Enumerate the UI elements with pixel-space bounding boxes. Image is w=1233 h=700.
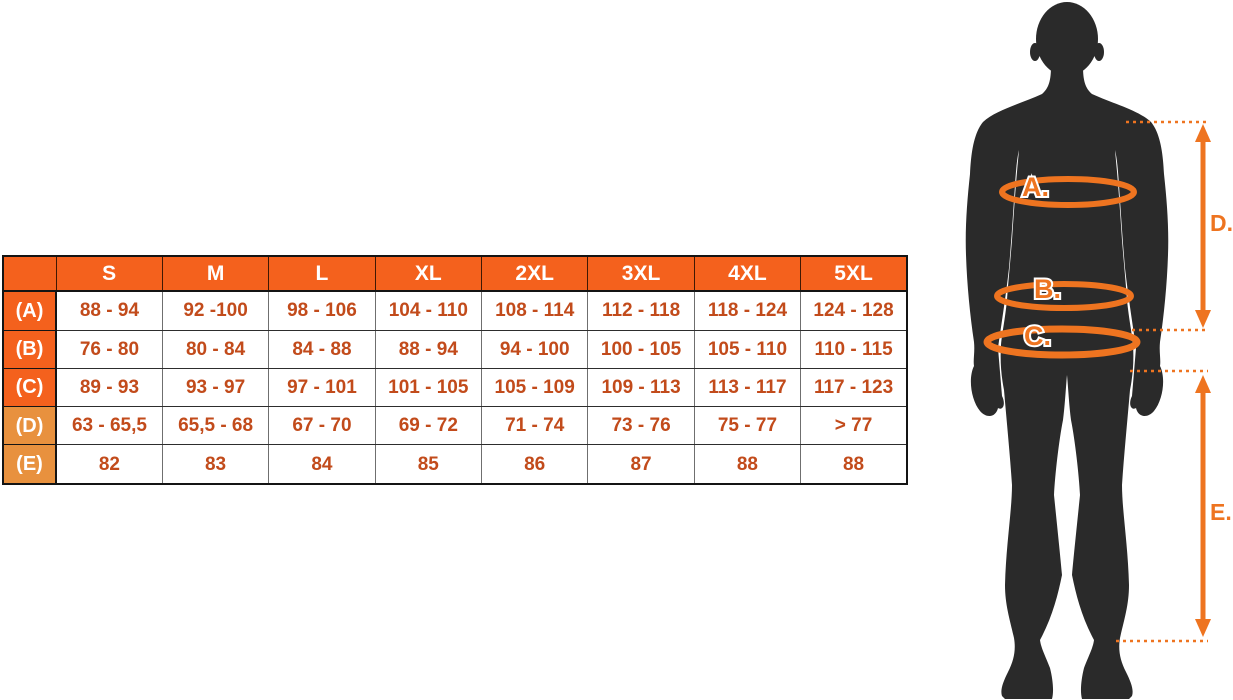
measurement-row — [3, 291, 907, 330]
size-value-cell: 84 — [269, 445, 375, 484]
size-value-cell: 117 - 123 — [801, 368, 907, 406]
size-value-cell: 97 - 101 — [269, 368, 375, 406]
hips-measure-label: C. — [1024, 321, 1051, 351]
corner-cell — [3, 256, 56, 291]
size-value-cell: 94 - 100 — [482, 330, 588, 368]
size-value-cell: 85 — [375, 445, 481, 484]
size-value-cell: 84 - 88 — [269, 330, 375, 368]
size-header-s: S — [56, 256, 162, 291]
size-value-cell: 104 - 110 — [375, 291, 481, 330]
size-value-cell: 88 — [694, 445, 800, 484]
size-value-cell: 88 - 94 — [375, 330, 481, 368]
size-value-cell: 65,5 - 68 — [162, 407, 268, 445]
size-value-cell: 108 - 114 — [482, 291, 588, 330]
size-header-l: L — [269, 256, 375, 291]
size-header-2xl: 2XL — [482, 256, 588, 291]
measurement-row — [3, 407, 907, 445]
body-measurement-diagram — [950, 0, 1233, 700]
measurement-row — [3, 445, 907, 484]
size-header-4xl: 4XL — [694, 256, 800, 291]
size-value-cell: 83 — [162, 445, 268, 484]
measurement-row — [3, 330, 907, 368]
size-header-m: M — [162, 256, 268, 291]
size-value-cell: 110 - 115 — [801, 330, 907, 368]
size-value-cell: 75 - 77 — [694, 407, 800, 445]
row-label-cell: (C) — [3, 368, 56, 406]
size-value-cell: 92 -100 — [162, 291, 268, 330]
size-value-cell: 71 - 74 — [482, 407, 588, 445]
size-chart-table — [2, 255, 908, 485]
size-value-cell: 87 — [588, 445, 694, 484]
size-value-cell: > 77 — [801, 407, 907, 445]
torso-length-arrow — [1195, 124, 1211, 328]
size-value-cell: 105 - 110 — [694, 330, 800, 368]
size-value-cell: 112 - 118 — [588, 291, 694, 330]
size-value-cell: 73 - 76 — [588, 407, 694, 445]
size-value-cell: 113 - 117 — [694, 368, 800, 406]
size-value-cell: 82 — [56, 445, 162, 484]
size-value-cell: 93 - 97 — [162, 368, 268, 406]
waist-measure-label: B. — [1034, 274, 1061, 304]
size-value-cell: 88 - 94 — [56, 291, 162, 330]
size-value-cell: 67 - 70 — [269, 407, 375, 445]
row-label-cell: (A) — [3, 291, 56, 330]
size-value-cell: 109 - 113 — [588, 368, 694, 406]
size-value-cell: 76 - 80 — [56, 330, 162, 368]
size-value-cell: 80 - 84 — [162, 330, 268, 368]
size-value-cell: 86 — [482, 445, 588, 484]
row-label-cell: (E) — [3, 445, 56, 484]
size-value-cell: 118 - 124 — [694, 291, 800, 330]
size-header-row — [3, 256, 907, 291]
measurement-row — [3, 368, 907, 406]
chest-measure-label: A. — [1022, 172, 1049, 202]
size-header-xl: XL — [375, 256, 481, 291]
leg-length-label: E. — [1210, 499, 1232, 525]
size-value-cell: 88 — [801, 445, 907, 484]
size-value-cell: 101 - 105 — [375, 368, 481, 406]
size-table-body — [3, 291, 907, 484]
leg-length-arrow — [1195, 375, 1211, 637]
row-label-cell: (B) — [3, 330, 56, 368]
size-value-cell: 89 - 93 — [56, 368, 162, 406]
size-value-cell: 98 - 106 — [269, 291, 375, 330]
size-header-5xl: 5XL — [801, 256, 907, 291]
size-value-cell: 69 - 72 — [375, 407, 481, 445]
size-value-cell: 63 - 65,5 — [56, 407, 162, 445]
size-value-cell: 105 - 109 — [482, 368, 588, 406]
size-value-cell: 100 - 105 — [588, 330, 694, 368]
size-value-cell: 124 - 128 — [801, 291, 907, 330]
torso-length-label: D. — [1210, 210, 1233, 236]
row-label-cell: (D) — [3, 407, 56, 445]
size-header-3xl: 3XL — [588, 256, 694, 291]
